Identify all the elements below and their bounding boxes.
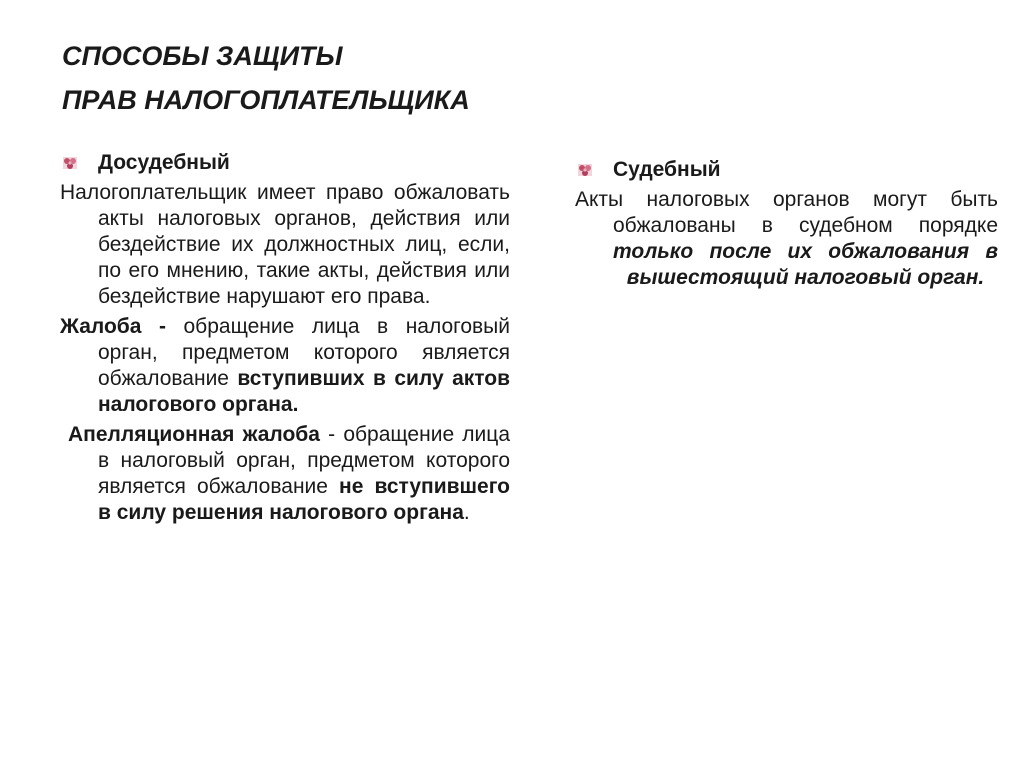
pretrial-paragraph: Налогоплательщик имеет право обжаловать акты налоговых органов, действия или бездействие их должностных лиц, если, по его мнению, такие акты, действия или бездействие нарушают его права. xyxy=(60,181,510,308)
judicial-heading xyxy=(575,157,998,183)
title-line-2: ПРАВ НАЛОГОПЛАТЕЛЬЩИКА xyxy=(62,85,470,115)
complaint-definition xyxy=(60,314,510,418)
appeal-end: . xyxy=(463,501,470,524)
appeal-bold: не вступившего в силу решения налогового органа xyxy=(98,475,510,524)
right-column xyxy=(575,157,998,295)
complaint-dash: - xyxy=(141,315,166,338)
complaint-text: обращение лица в налоговый орган, предметом которого является обжалование xyxy=(98,315,511,390)
title-line-1: СПОСОБЫ ЗАЩИТЫ xyxy=(62,41,343,71)
pretrial-heading-label: Досудебный xyxy=(98,151,230,174)
complaint-term: Жалоба xyxy=(60,315,142,338)
page-title xyxy=(62,34,962,122)
appeal-term: Апелляционная жалоба xyxy=(68,423,320,446)
complaint-bold: вступивших в силу актов налогового органа. xyxy=(98,367,511,416)
flower-bullet-icon xyxy=(62,156,78,170)
appeal-text: - обращение лица в налоговый орган, предметом которого является обжалование xyxy=(98,423,510,498)
flower-bullet-icon xyxy=(577,163,593,177)
left-column xyxy=(60,150,510,530)
judicial-text: Акты налоговых органов могут быть обжалованы в судебном порядке xyxy=(575,188,998,237)
pretrial-heading xyxy=(60,150,510,176)
judicial-emphasis: только после их обжалования в вышестоящий налоговый орган. xyxy=(613,240,998,289)
judicial-heading-label: Судебный xyxy=(613,158,721,181)
appeal-definition xyxy=(60,422,510,526)
judicial-paragraph xyxy=(575,187,998,291)
